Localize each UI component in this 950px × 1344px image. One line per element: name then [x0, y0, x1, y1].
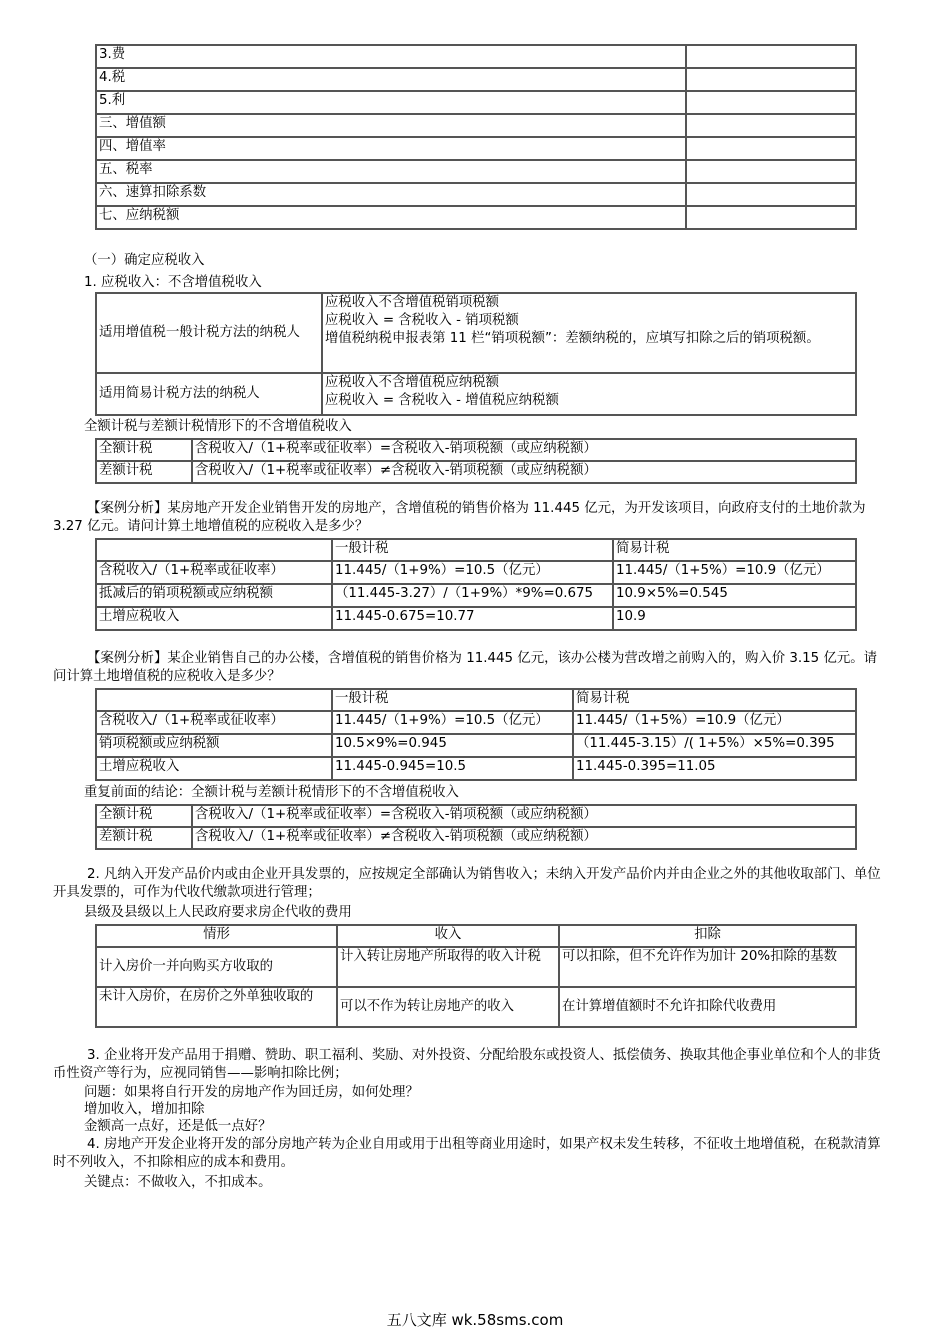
- table-row: [96, 68, 856, 91]
- case-analysis-1: 【案例分析】某房地产开发企业销售开发的房地产，含增值税的销售价格为 11.445 亿元，为开发该项目，向政府支付的土地价款为 3.27 亿元。请问计算土地增值税的应税收入是多少？: [53, 501, 866, 534]
- table-row: [96, 160, 856, 183]
- table-row: [96, 947, 856, 987]
- item-label: 三、增值额: [96, 114, 686, 137]
- table-row: [96, 607, 856, 630]
- fee-deduction: 可以扣除，但不允许作为加计 20%扣除的基数: [559, 947, 856, 987]
- case1-table: [95, 538, 857, 631]
- table-row: [96, 91, 856, 114]
- subsection-heading: 1. 应税收入：不含增值税收入: [84, 275, 262, 290]
- row-label: 土增应税收入: [96, 757, 332, 780]
- cell-value: （11.445-3.15）/( 1+5%）×5%=0.395: [573, 734, 856, 757]
- item-label: 4.税: [96, 68, 686, 91]
- qa-line: 增加收入，增加扣除: [84, 1102, 205, 1117]
- method-label: 全额计税: [96, 439, 192, 461]
- fee-situation: 计入房价一并向购买方收取的: [96, 947, 337, 987]
- table-row: [96, 561, 856, 584]
- case-analysis-2: 【案例分析】某企业销售自己的办公楼，含增值税的销售价格为 11.445 亿元，该办公楼为营改增之前购入的，购入价 3.15 亿元。请问计算土地增值税的应税收入是多少？: [53, 651, 878, 684]
- column-header: 一般计税: [332, 539, 613, 561]
- rule-line: 应税收入 = 含税收入 - 增值税应纳税额: [325, 393, 559, 408]
- method-label: 差额计税: [96, 461, 192, 483]
- table-row: [96, 137, 856, 160]
- fee-income: 可以不作为转让房地产的收入: [337, 987, 559, 1027]
- table-row: [96, 183, 856, 206]
- case2-table: [95, 688, 857, 781]
- table-row: [96, 461, 856, 483]
- top-items-table: [95, 44, 857, 230]
- method-formula: 含税收入/（1+税率或征收率）=含税收入-销项税额（或应纳税额）: [192, 805, 856, 827]
- method-formula: 含税收入/（1+税率或征收率）=含税收入-销项税额（或应纳税额）: [192, 439, 856, 461]
- taxpayer-method-table: [95, 292, 857, 416]
- table-row: [96, 439, 856, 461]
- column-header: 收入: [337, 925, 559, 947]
- cell-value: （11.445-3.27）/（1+9%）*9%=0.675: [332, 584, 613, 607]
- row-label: 含税收入/（1+税率或征收率）: [96, 711, 332, 734]
- table-row: [96, 45, 856, 68]
- fee-situation: 未计入房价，在房价之外单独收取的: [96, 987, 337, 1027]
- paragraph-4: 4. 房地产开发企业将开发的部分房地产转为企业自用或用于出租等商业用途时，如果产权未发生转移，不征收土地增值税，在税款清算时不列收入，不扣除相应的成本和费用。: [53, 1137, 881, 1170]
- cell-value: 11.445-0.675=10.77: [332, 607, 613, 630]
- table-row: [96, 734, 856, 757]
- table-row: [96, 373, 856, 415]
- paragraph-2: 2. 凡纳入开发产品价内或由企业开具发票的，应按规定全部确认为销售收入；未纳入开发产品价内并由企业之外的其他收取部门、单位开具发票的，可作为代收代缴款项进行管理；: [53, 867, 881, 900]
- column-header: 一般计税: [332, 689, 573, 711]
- item-label: 3.费: [96, 45, 686, 68]
- cell-value: 10.9×5%=0.545: [613, 584, 856, 607]
- qa-line: 问题：如果将自行开发的房地产作为回迁房，如何处理？: [84, 1085, 419, 1100]
- cell-value: 11.445/（1+9%）=10.5（亿元）: [332, 561, 613, 584]
- table-row: [96, 206, 856, 229]
- key-point: 关键点：不做收入，不扣成本。: [84, 1175, 272, 1190]
- cell-value: 11.445/（1+5%）=10.9（亿元）: [573, 711, 856, 734]
- taxpayer-rule: [322, 293, 856, 373]
- paragraph-3: 3. 企业将开发产品用于捐赠、赞助、职工福利、奖励、对外投资、分配给股东或投资人、抵偿债务、换取其他企事业单位和个人的非货币性资产等行为，应视同销售——影响扣除比例；: [53, 1048, 881, 1081]
- cell-value: 11.445-0.945=10.5: [332, 757, 573, 780]
- cell-value: 11.445/（1+5%）=10.9（亿元）: [613, 561, 856, 584]
- item-label: 七、应纳税额: [96, 206, 686, 229]
- fee-income: 计入转让房地产所取得的收入计税: [337, 947, 559, 987]
- table-row: [96, 689, 856, 711]
- column-header: 简易计税: [613, 539, 856, 561]
- footer-watermark: 五八文库 wk.58sms.com: [386, 1311, 564, 1329]
- row-label: 销项税额或应纳税额: [96, 734, 332, 757]
- comparison-title: 全额计税与差额计税情形下的不含增值税收入: [84, 419, 352, 434]
- comparison-table: [95, 804, 857, 850]
- taxpayer-rule: [322, 373, 856, 415]
- item-label: 5.利: [96, 91, 686, 114]
- table-row: [96, 827, 856, 849]
- cell-value: 10.5×9%=0.945: [332, 734, 573, 757]
- table-row: [96, 925, 856, 947]
- item-label: 四、增值率: [96, 137, 686, 160]
- item-label: 五、税率: [96, 160, 686, 183]
- rule-line: 增值税纳税申报表第 11 栏“销项税额”：差额纳税的，应填写扣除之后的销项税额。: [325, 331, 820, 346]
- rule-line: 应税收入 = 含税收入 - 销项税额: [325, 313, 519, 328]
- table-row: [96, 114, 856, 137]
- fees-title: 县级及县级以上人民政府要求房企代收的费用: [84, 905, 352, 920]
- cell-value: 11.445/（1+9%）=10.5（亿元）: [332, 711, 573, 734]
- rule-line: 应税收入不含增值税应纳税额: [325, 375, 500, 390]
- fees-table: [95, 924, 857, 1028]
- column-header: 情形: [96, 925, 337, 947]
- cell-value: 10.9: [613, 607, 856, 630]
- method-formula: 含税收入/（1+税率或征收率）≠含税收入-销项税额（或应纳税额）: [192, 827, 856, 849]
- fee-deduction: 在计算增值额时不允许扣除代收费用: [559, 987, 856, 1027]
- comparison-title: 重复前面的结论：全额计税与差额计税情形下的不含增值税收入: [84, 785, 459, 800]
- table-row: [96, 539, 856, 561]
- section-heading: （一）确定应税收入: [84, 253, 205, 268]
- method-label: 全额计税: [96, 805, 192, 827]
- method-label: 差额计税: [96, 827, 192, 849]
- row-label: 含税收入/（1+税率或征收率）: [96, 561, 332, 584]
- taxpayer-type: 适用简易计税方法的纳税人: [96, 373, 322, 415]
- table-row: [96, 711, 856, 734]
- method-formula: 含税收入/（1+税率或征收率）≠含税收入-销项税额（或应纳税额）: [192, 461, 856, 483]
- rule-line: 应税收入不含增值税销项税额: [325, 295, 500, 310]
- qa-line: 金额高一点好，还是低一点好？: [84, 1119, 272, 1134]
- table-row: [96, 584, 856, 607]
- table-row: [96, 293, 856, 373]
- column-header: 简易计税: [573, 689, 856, 711]
- taxpayer-type: 适用增值税一般计税方法的纳税人: [96, 293, 322, 373]
- comparison-table: [95, 438, 857, 484]
- table-row: [96, 987, 856, 1027]
- table-row: [96, 757, 856, 780]
- row-label: 抵减后的销项税额或应纳税额: [96, 584, 332, 607]
- table-row: [96, 805, 856, 827]
- item-label: 六、速算扣除系数: [96, 183, 686, 206]
- cell-value: 11.445-0.395=11.05: [573, 757, 856, 780]
- row-label: 土增应税收入: [96, 607, 332, 630]
- column-header: 扣除: [559, 925, 856, 947]
